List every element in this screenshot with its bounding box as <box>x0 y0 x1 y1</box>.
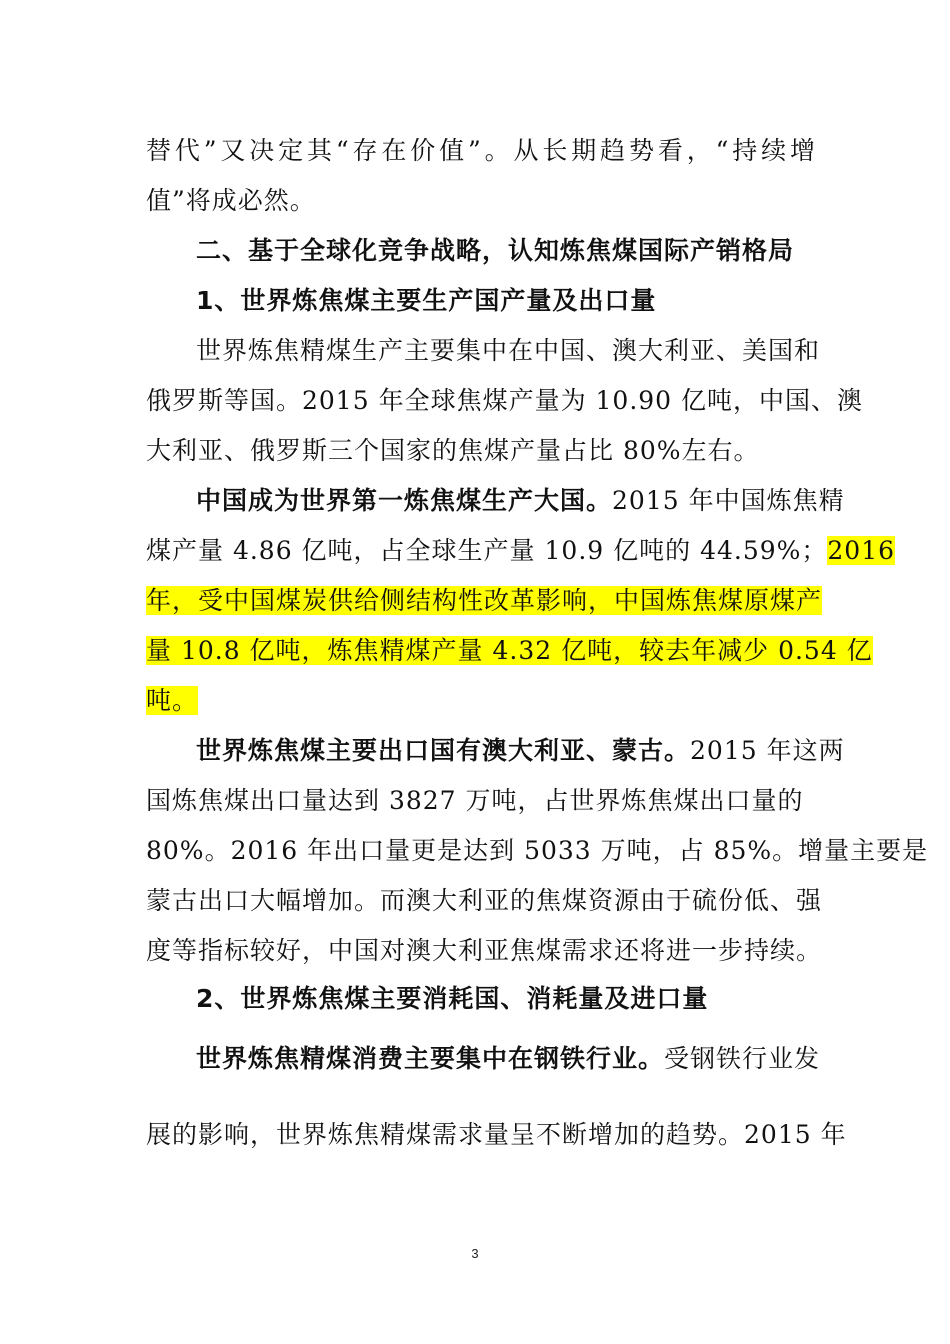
paragraph-line <box>196 730 845 772</box>
paragraph-line <box>146 830 929 872</box>
highlighted-text: 年，受中国煤炭供给侧结构性改革影响，中国炼焦煤原煤产 <box>146 586 823 615</box>
bold-lead-text: 世界炼焦精煤消费主要集中在钢铁行业。 <box>196 1044 665 1073</box>
heading-text: 1、世界炼焦煤主要生产国产量及出口量 <box>196 286 657 315</box>
line-text: 国炼焦煤出口量达到 3827 万吨，占世界炼焦煤出口量的 <box>146 786 804 815</box>
line-text: 大利亚、俄罗斯三个国家的焦煤产量占比 80%左右。 <box>146 436 760 465</box>
paragraph-line <box>196 480 845 522</box>
highlighted-text: 量 10.8 亿吨，炼焦精煤产量 4.32 亿吨，较去年减少 0.54 亿 <box>146 636 873 665</box>
paragraph-line <box>146 180 816 222</box>
line-text: 蒙古出口大幅增加。而澳大利亚的焦煤资源由于硫份低、强 <box>146 886 823 915</box>
line-text: 2015 年这两 <box>690 736 845 765</box>
paragraph-line <box>146 880 823 922</box>
section-heading <box>196 230 816 272</box>
subsection-heading <box>196 280 816 322</box>
paragraph-line <box>146 930 823 972</box>
line-text: 受钢铁行业发 <box>664 1044 821 1073</box>
line-text: 替代”又决定其“存在价值”。从长期趋势看，“持续增 <box>146 136 816 165</box>
paragraph-line <box>196 330 821 372</box>
line-text: 80%。2016 年出口量更是达到 5033 万吨，占 85%。增量主要是 <box>146 836 929 865</box>
line-text: 展的影响，世界炼焦精煤需求量呈不断增加的趋势。2015 年 <box>146 1120 847 1149</box>
paragraph-line <box>196 1038 821 1080</box>
highlighted-text: 吨。 <box>146 686 199 715</box>
paragraph-line <box>146 380 864 422</box>
paragraph-line <box>146 780 816 822</box>
line-text: 世界炼焦精煤生产主要集中在中国、澳大利亚、美国和 <box>196 336 821 365</box>
heading-text: 2、世界炼焦煤主要消耗国、消耗量及进口量 <box>196 984 709 1013</box>
heading-text: 二、基于全球化竞争战略，认知炼焦煤国际产销格局 <box>196 236 795 265</box>
paragraph-line <box>146 630 873 672</box>
line-text: 值”将成必然。 <box>146 186 316 215</box>
subsection-heading <box>196 978 816 1020</box>
paragraph-line <box>146 530 896 572</box>
bold-lead-text: 中国成为世界第一炼焦煤生产大国。 <box>196 486 613 515</box>
highlighted-text: 2016 <box>827 536 896 565</box>
paragraph-line <box>146 130 816 172</box>
paragraph-line <box>146 580 823 622</box>
bold-lead-text: 世界炼焦煤主要出口国有澳大利亚、蒙古。 <box>196 736 691 765</box>
line-text: 俄罗斯等国。2015 年全球焦煤产量为 10.90 亿吨，中国、澳 <box>146 386 864 415</box>
paragraph-line <box>146 430 816 472</box>
paragraph-line <box>146 1114 847 1156</box>
line-text: 度等指标较好，中国对澳大利亚焦煤需求还将进一步持续。 <box>146 936 823 965</box>
paragraph-line <box>146 680 816 722</box>
line-text: 2015 年中国炼焦精 <box>612 486 845 515</box>
page-number: 3 <box>471 1246 479 1261</box>
line-text: 煤产量 4.86 亿吨，占全球生产量 10.9 亿吨的 44.59%； <box>146 536 828 565</box>
